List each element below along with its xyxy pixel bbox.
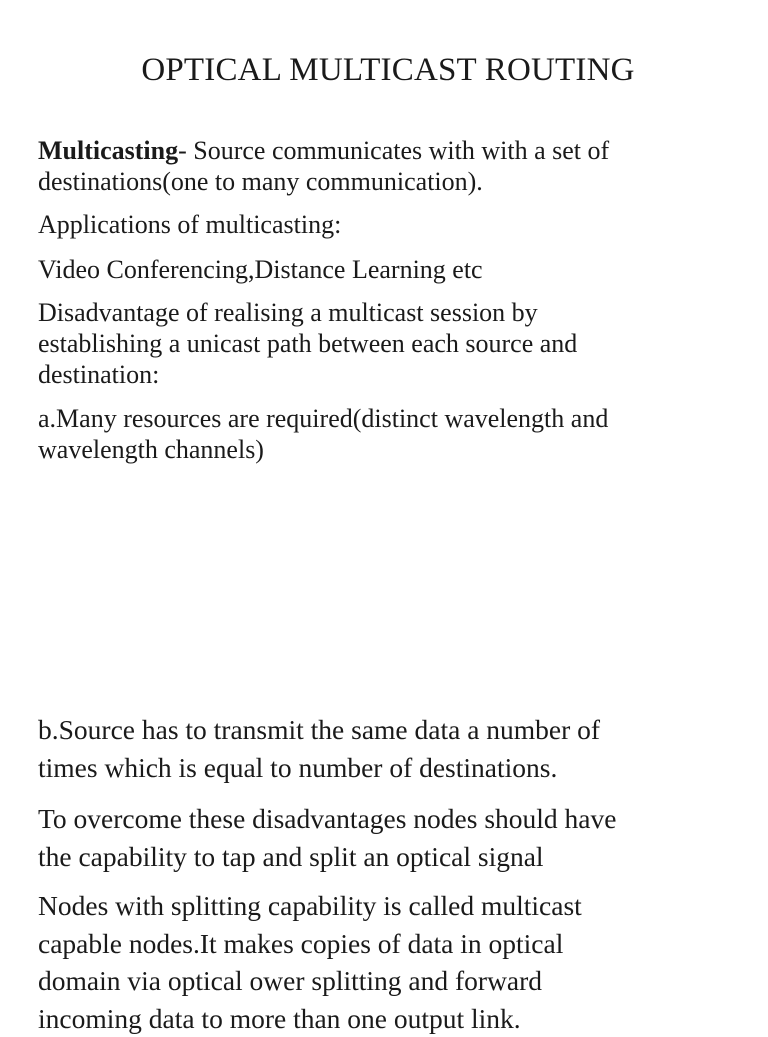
nodes-paragraph bbox=[38, 887, 728, 1037]
definition-line-2: destinations(one to many communication). bbox=[38, 166, 728, 197]
nodes-line: capable nodes.It makes copies of data in optical bbox=[38, 925, 728, 963]
point-a bbox=[38, 403, 728, 465]
point-b-line: b.Source has to transmit the same data a number of bbox=[38, 711, 728, 749]
nodes-line: incoming data to more than one output link. bbox=[38, 1000, 728, 1037]
point-a-line: wavelength channels) bbox=[38, 434, 728, 465]
definition-term: Multicasting bbox=[38, 136, 178, 165]
disadvantage-line: Disadvantage of realising a multicast session by bbox=[38, 297, 728, 328]
definition-text: - Source communicates with with a set of bbox=[178, 136, 609, 165]
definition-line-1 bbox=[38, 135, 728, 166]
overcome-line: the capability to tap and split an optical signal bbox=[38, 838, 728, 876]
slide-title: OPTICAL MULTICAST ROUTING bbox=[0, 50, 768, 90]
disadvantage-line: establishing a unicast path between each source and bbox=[38, 328, 728, 359]
disadvantage-line: destination: bbox=[38, 359, 728, 390]
applications-heading: Applications of multicasting: bbox=[38, 209, 728, 240]
multicasting-definition bbox=[38, 135, 728, 197]
overcome-paragraph bbox=[38, 800, 728, 875]
applications-list: Video Conferencing,Distance Learning etc bbox=[38, 254, 728, 285]
point-b bbox=[38, 711, 728, 786]
point-a-line: a.Many resources are required(distinct wavelength and bbox=[38, 403, 728, 434]
overcome-line: To overcome these disadvantages nodes should have bbox=[38, 800, 728, 838]
nodes-line: Nodes with splitting capability is called multicast bbox=[38, 887, 728, 925]
disadvantage-intro bbox=[38, 297, 728, 390]
point-b-line: times which is equal to number of destinations. bbox=[38, 749, 728, 787]
nodes-line: domain via optical ower splitting and forward bbox=[38, 962, 728, 1000]
